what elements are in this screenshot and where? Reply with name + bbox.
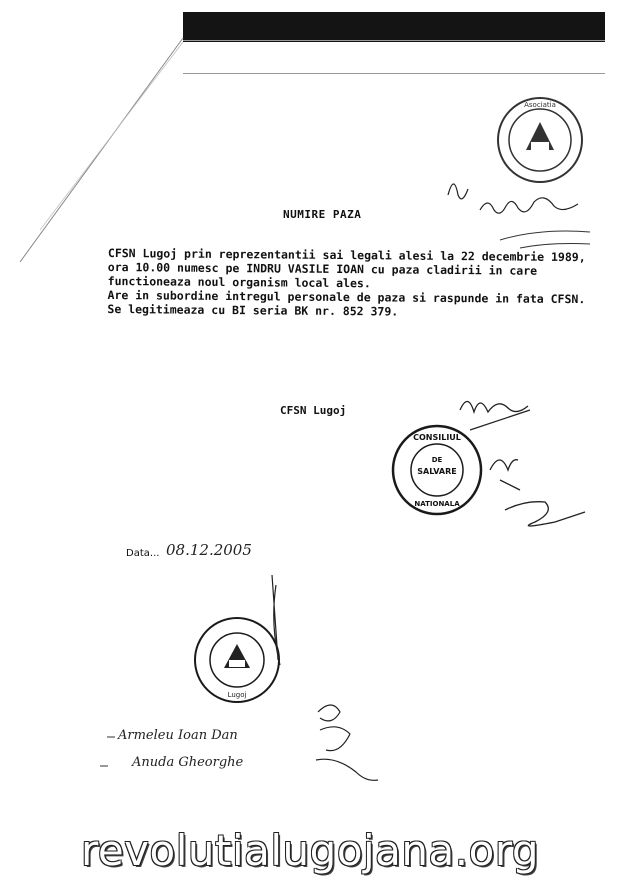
watermark-url: revolutialugojana.org (80, 826, 540, 875)
signature-mark-1 (460, 401, 530, 430)
document-body (107, 246, 590, 320)
handwritten-note-top (448, 184, 578, 213)
stamp-bottom (195, 618, 279, 702)
paragraph-3: Se legitimeaza cu BI seria BK nr. 852 379. (107, 301, 399, 319)
paragraph-1-suffix: cu paza cladirii in care functioneaza noul organism local ales. (107, 262, 538, 291)
date-value: 08.12.2005 (166, 541, 252, 559)
svg-text:CONSILIUL: CONSILIUL (413, 433, 461, 442)
handwritten-signature-2: Anuda Gheorghe (132, 755, 244, 770)
fold-line (20, 38, 183, 262)
document-title: NUMIRE PAZA (283, 208, 362, 221)
signer-label: CFSN Lugoj (280, 404, 347, 417)
paragraph-1-prefix: CFSN Lugoj prin reprezentantii sai legali alesi la 22 decembrie 1989, ora 10.00 numesc pe (107, 246, 586, 276)
svg-text:DE: DE (431, 456, 443, 464)
signature-mark-2 (490, 460, 585, 526)
dash-marks (100, 737, 115, 766)
signature-right (316, 705, 378, 780)
svg-text:Asociatia: Asociatia (524, 101, 556, 109)
stamp-cfsn (393, 426, 481, 514)
svg-text:Lugoj: Lugoj (227, 691, 247, 699)
svg-text:SALVARE: SALVARE (417, 467, 457, 476)
svg-text:NATIONALA: NATIONALA (414, 500, 460, 508)
paragraph-1 (108, 246, 590, 292)
handwritten-stroke (500, 231, 590, 248)
handwritten-signature-1: Armeleu Ioan Dan (118, 728, 238, 743)
stamp-top-right (498, 98, 582, 182)
fold-line-2 (40, 42, 183, 230)
appointee-name: INDRU VASILE IOAN (246, 261, 365, 277)
paragraph-2: Are in subordine intregul personale de paza si raspunde in fata CFSN. (107, 287, 586, 307)
date-label-text: Data (126, 548, 150, 559)
date-label: Data... (126, 548, 160, 559)
